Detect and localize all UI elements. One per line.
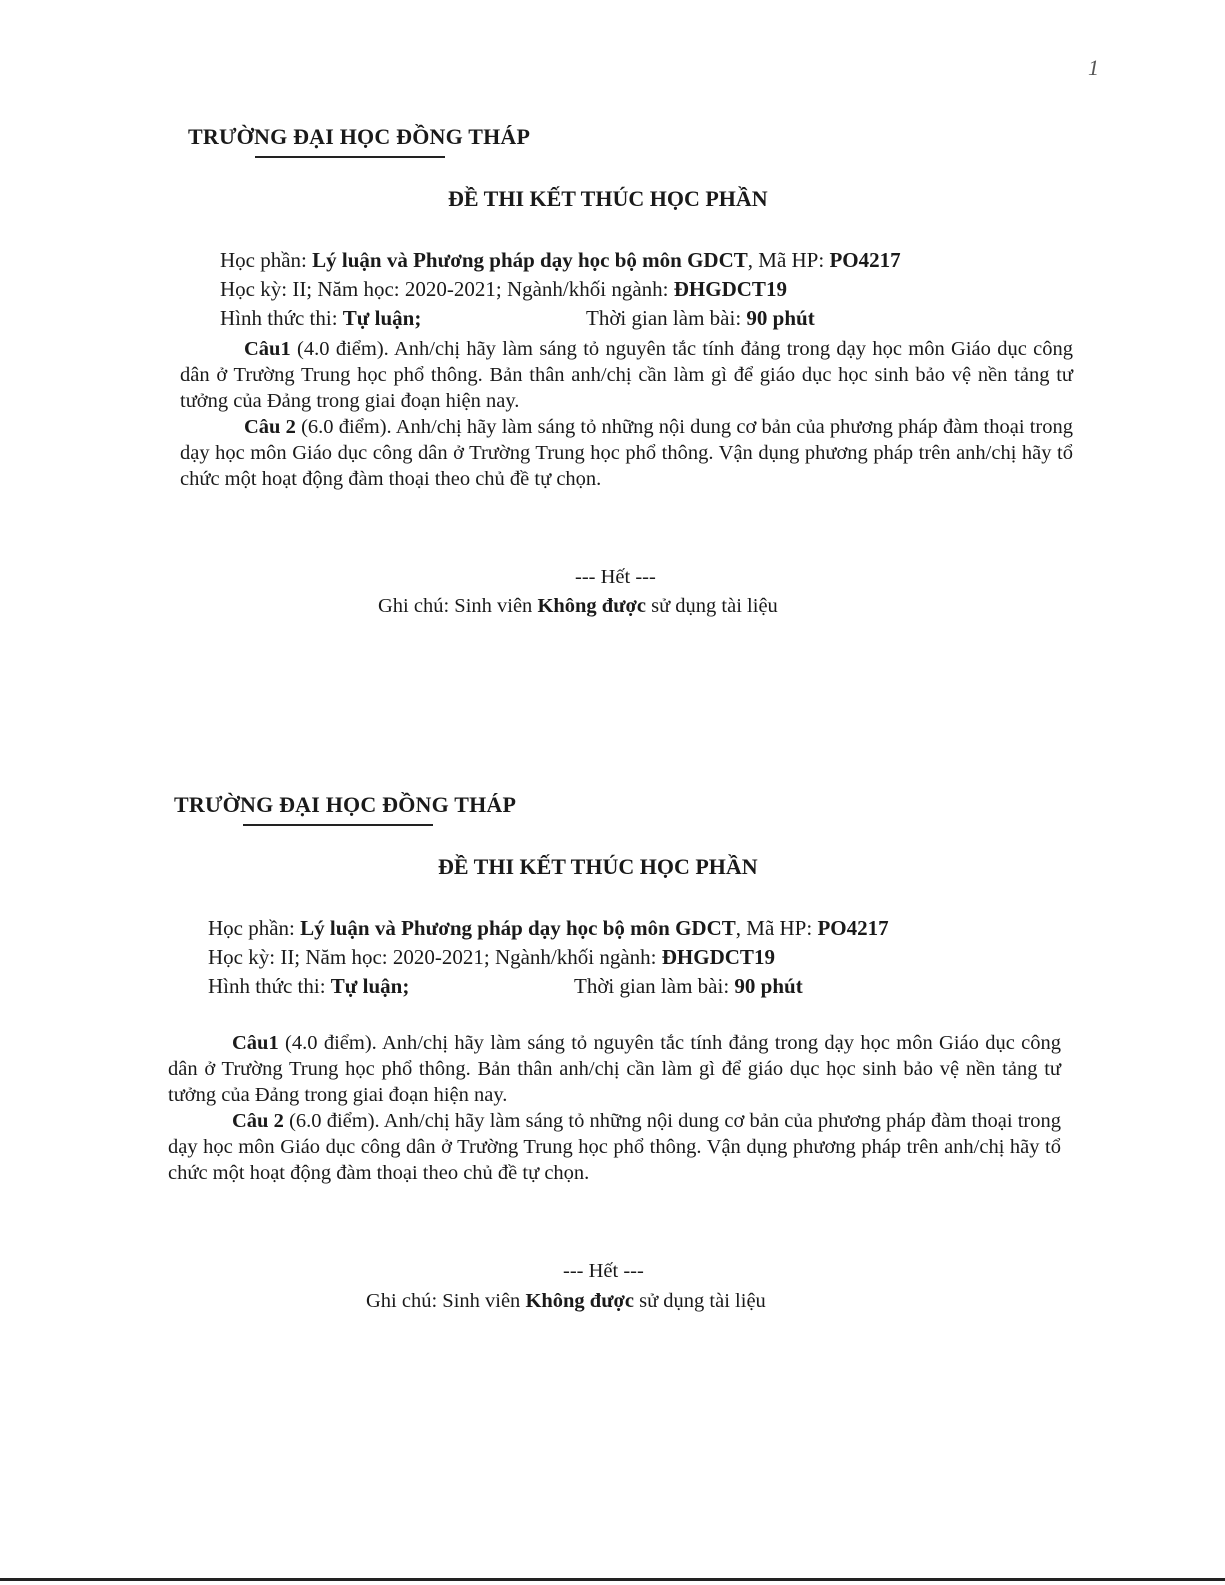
- course-name: Lý luận và Phương pháp dạy học bộ môn GDCT: [312, 248, 748, 272]
- exam-sheet-1: [180, 122, 1100, 642]
- school-underline: [255, 156, 445, 158]
- question-2: [168, 1108, 1061, 1186]
- exam-title: ĐỀ THI KẾT THÚC HỌC PHẦN: [448, 186, 768, 211]
- page-number-mark: 1: [1088, 55, 1099, 80]
- questions-block: [180, 336, 1073, 492]
- format-label: Hình thức thi:: [220, 306, 338, 330]
- format-line: [220, 304, 421, 333]
- time-value: 90 phút: [734, 974, 803, 998]
- course-label: Học phần:: [208, 916, 295, 940]
- school-underline: [243, 824, 433, 826]
- question-1-text: (4.0 điểm). Anh/chị hãy làm sáng tỏ nguyên tắc tính đảng trong dạy học môn Giáo dục công dân ở Trường Trung học phổ thông. Bản thân anh/chị cần làm gì để giáo dục học sinh bảo vệ nền tảng tư tưởng của Đảng trong giai đoạn hiện nay.: [180, 338, 1073, 412]
- end-marker: --- Hết ---: [563, 1260, 644, 1282]
- course-label: Học phần:: [220, 248, 307, 272]
- note-bold: Không được: [525, 1290, 634, 1312]
- semester-label: Học kỳ: II; Năm học: 2020-2021; Ngành/khối ngành:: [208, 945, 657, 969]
- question-2-label: Câu 2: [244, 416, 296, 438]
- semester-line: [220, 275, 787, 304]
- major-code: ĐHGDCT19: [673, 277, 787, 301]
- question-2-text: (6.0 điểm). Anh/chị hãy làm sáng tỏ những nội dung cơ bản của phương pháp đàm thoại trong dạy học môn Giáo dục công dân ở Trường Trung học phổ thông. Vận dụng phương pháp trên anh/chị hãy tổ chức một hoạt động đàm thoại theo chủ đề tự chọn.: [180, 416, 1073, 490]
- school-name: TRƯỜNG ĐẠI HỌC ĐỒNG THÁP: [188, 124, 531, 149]
- note-rest: sử dụng tài liệu: [639, 1290, 766, 1312]
- time-line: [574, 972, 803, 1001]
- note-bold: Không được: [537, 595, 646, 617]
- exam-sheet-2: [168, 790, 1088, 1320]
- note-rest: sử dụng tài liệu: [651, 595, 778, 617]
- question-1: [168, 1030, 1061, 1108]
- format-value: Tự luận;: [330, 974, 410, 998]
- exam-title: ĐỀ THI KẾT THÚC HỌC PHẦN: [438, 854, 758, 879]
- question-1-text: (4.0 điểm). Anh/chị hãy làm sáng tỏ nguyên tắc tính đảng trong dạy học môn Giáo dục công dân ở Trường Trung học phổ thông. Bản thân anh/chị cần làm gì để giáo dục học sinh bảo vệ nền tảng tư tưởng của Đảng trong giai đoạn hiện nay.: [168, 1032, 1061, 1106]
- course-line: [208, 914, 889, 943]
- question-2: [180, 414, 1073, 492]
- school-name: TRƯỜNG ĐẠI HỌC ĐỒNG THÁP: [174, 792, 517, 817]
- format-label: Hình thức thi:: [208, 974, 326, 998]
- page-bottom-border: [0, 1578, 1225, 1581]
- question-1-label: Câu1: [232, 1032, 279, 1054]
- end-marker: --- Hết ---: [575, 566, 656, 588]
- semester-line: [208, 943, 775, 972]
- course-code: PO4217: [829, 248, 901, 272]
- time-label: Thời gian làm bài:: [574, 974, 730, 998]
- course-code-label: , Mã HP:: [735, 916, 813, 940]
- course-code-label: , Mã HP:: [747, 248, 825, 272]
- note-label: Ghi chú: Sinh viên: [366, 1290, 521, 1312]
- question-1-label: Câu1: [244, 338, 291, 360]
- time-value: 90 phút: [746, 306, 815, 330]
- semester-label: Học kỳ: II; Năm học: 2020-2021; Ngành/khối ngành:: [220, 277, 669, 301]
- course-line: [220, 246, 901, 275]
- question-2-text: (6.0 điểm). Anh/chị hãy làm sáng tỏ những nội dung cơ bản của phương pháp đàm thoại trong dạy học môn Giáo dục công dân ở Trường Trung học phổ thông. Vận dụng phương pháp trên anh/chị hãy tổ chức một hoạt động đàm thoại theo chủ đề tự chọn.: [168, 1110, 1061, 1184]
- course-name: Lý luận và Phương pháp dạy học bộ môn GDCT: [300, 916, 736, 940]
- note-label: Ghi chú: Sinh viên: [378, 595, 533, 617]
- question-2-label: Câu 2: [232, 1110, 284, 1132]
- time-label: Thời gian làm bài:: [586, 306, 742, 330]
- course-code: PO4217: [817, 916, 889, 940]
- note-line: [366, 1290, 766, 1313]
- question-1: [180, 336, 1073, 414]
- note-line: [378, 595, 778, 618]
- questions-block: [168, 1030, 1061, 1186]
- major-code: ĐHGDCT19: [661, 945, 775, 969]
- format-value: Tự luận;: [342, 306, 422, 330]
- format-line: [208, 972, 409, 1001]
- time-line: [586, 304, 815, 333]
